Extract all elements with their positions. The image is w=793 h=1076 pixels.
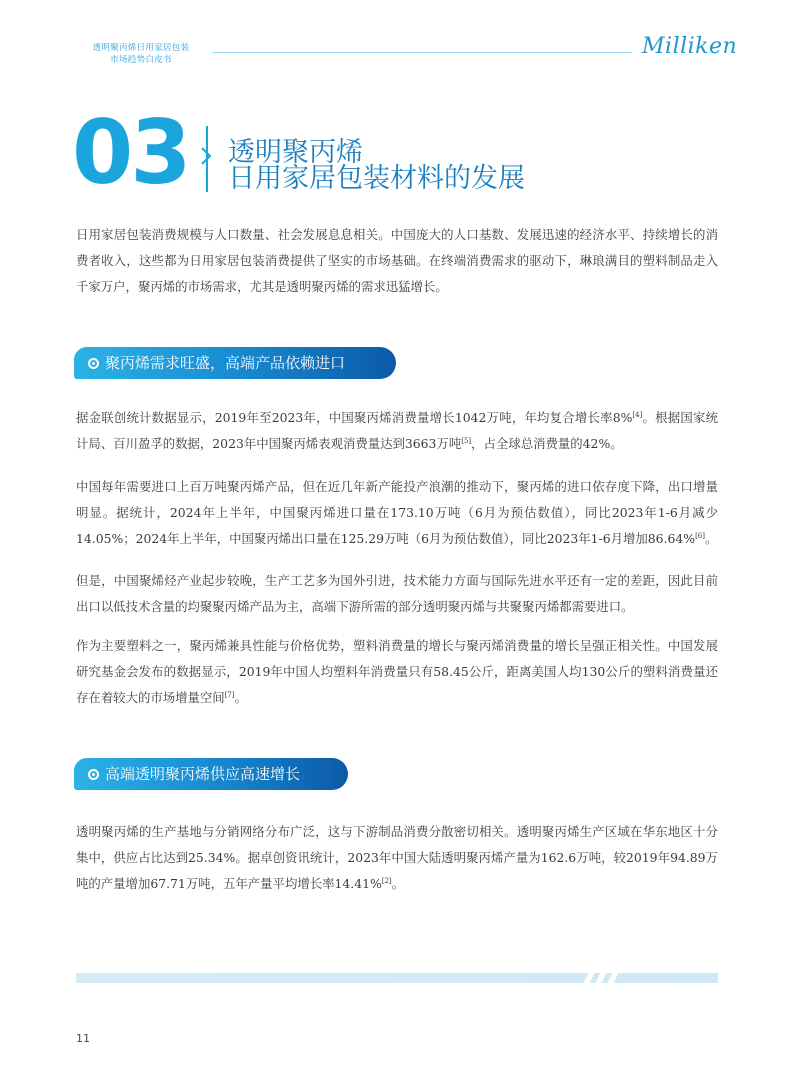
chapter-title-line1: 透明聚丙烯 <box>228 137 363 168</box>
chapter-title <box>228 137 608 194</box>
supply-p1-text: 透明聚丙烯的生产基地与分销网络分布广泛，这与下游制品消费分散密切相关。透明聚丙烯生产区域在华东地区十分集中，供应占比达到25.34%。据卓创资讯统计，2023年中国大陆透明聚丙烯产量为162.6万吨，较2019年94.89万吨的产量增加67.71万吨，五年产量平均增长率14.41% <box>76 824 718 891</box>
demand-p2-text: 中国每年需要进口上百万吨聚丙烯产品，但在近几年新产能投产浪潮的推动下，聚丙烯的进口依存度下降，出口增量明显。据统计，2024年上半年，中国聚丙烯进口量在173.10万吨（6月为预估数值），同比2023年1-6月减少14.05%；2024年上半年，中国聚丙烯出口量在125.29万吨（6月为预估数值），同比2023年1-6月增加86.64% <box>76 479 718 546</box>
demand-paragraph-2 <box>76 474 718 552</box>
demand-paragraph-3: 但是，中国聚烯烃产业起步较晚，生产工艺多为国外引进，技术能力方面与国际先进水平还有一定的差距，因此目前出口以低技术含量的均聚聚丙烯产品为主，高端下游所需的部分透明聚丙烯与共聚聚丙烯都需要进口。 <box>76 573 718 614</box>
chevron-right-icon <box>200 146 212 166</box>
demand-p1-text-a: 据金联创统计数据显示，2019年至2023年，中国聚丙烯消费量增长1042万吨，年均复合增长率8% <box>76 410 633 425</box>
chapter-title-line2: 日用家居包装材料的发展 <box>228 163 525 194</box>
demand-p1-text-c: ，占全球总消费量的42%。 <box>471 436 623 451</box>
supply-p1-end: 。 <box>391 876 405 891</box>
citation-ref: [5] <box>461 436 472 445</box>
demand-paragraph-4 <box>76 633 718 711</box>
demand-paragraph-1 <box>76 405 718 457</box>
section-heading-demand-text: 聚丙烯需求旺盛，高端产品依赖进口 <box>105 354 346 372</box>
supply-paragraph-1 <box>76 819 718 897</box>
header-divider <box>212 52 632 53</box>
header-title <box>76 42 206 66</box>
demand-p4-end: 。 <box>234 690 247 705</box>
demand-p2-end: 。 <box>704 531 718 546</box>
section-heading-supply-text: 高端透明聚丙烯供应高速增长 <box>105 765 301 783</box>
circle-bullet-icon <box>88 769 99 780</box>
intro-paragraph: 日用家居包装消费规模与人口数量、社会发展息息相关。中国庞大的人口基数、发展迅速的经济水平、持续增长的消费者收入，这些都为日用家居包装消费提供了坚实的市场基础。在终端消费需求的驱动下，琳琅满目的塑料制品走入千家万户，聚丙烯的市场需求，尤其是透明聚丙烯的需求迅猛增长。 <box>76 227 718 294</box>
section-heading-supply <box>74 758 348 790</box>
citation-ref: [2] <box>381 876 392 885</box>
demand-p4-text: 作为主要塑料之一，聚丙烯兼具性能与价格优势，塑料消费量的增长与聚丙烯消费量的增长呈强正相关性。中国发展研究基金会发布的数据显示，2019年中国人均塑料年消费量只有58.45公斤，距离美国人均130公斤的塑料消费量还存在着较大的市场增量空间 <box>76 638 718 705</box>
citation-ref: [4] <box>632 410 643 419</box>
header-title-line1: 透明聚丙烯日用家居包装 <box>92 43 190 53</box>
page-number: 11 <box>76 1032 90 1045</box>
citation-ref: [7] <box>224 690 235 699</box>
section-heading-demand <box>74 347 396 379</box>
circle-bullet-icon <box>88 358 99 369</box>
decorative-stripe <box>76 973 718 983</box>
chapter-number: 03 <box>72 101 189 204</box>
brand-logo: Milliken <box>642 34 738 59</box>
header-title-line2: 市场趋势白皮书 <box>110 55 172 65</box>
citation-ref: [6] <box>695 531 705 540</box>
demand-p1-text-b: 。根据国家统计局、百川盈孚的数据，2023年中国聚丙烯表观消费量达到3663万吨 <box>76 410 718 451</box>
